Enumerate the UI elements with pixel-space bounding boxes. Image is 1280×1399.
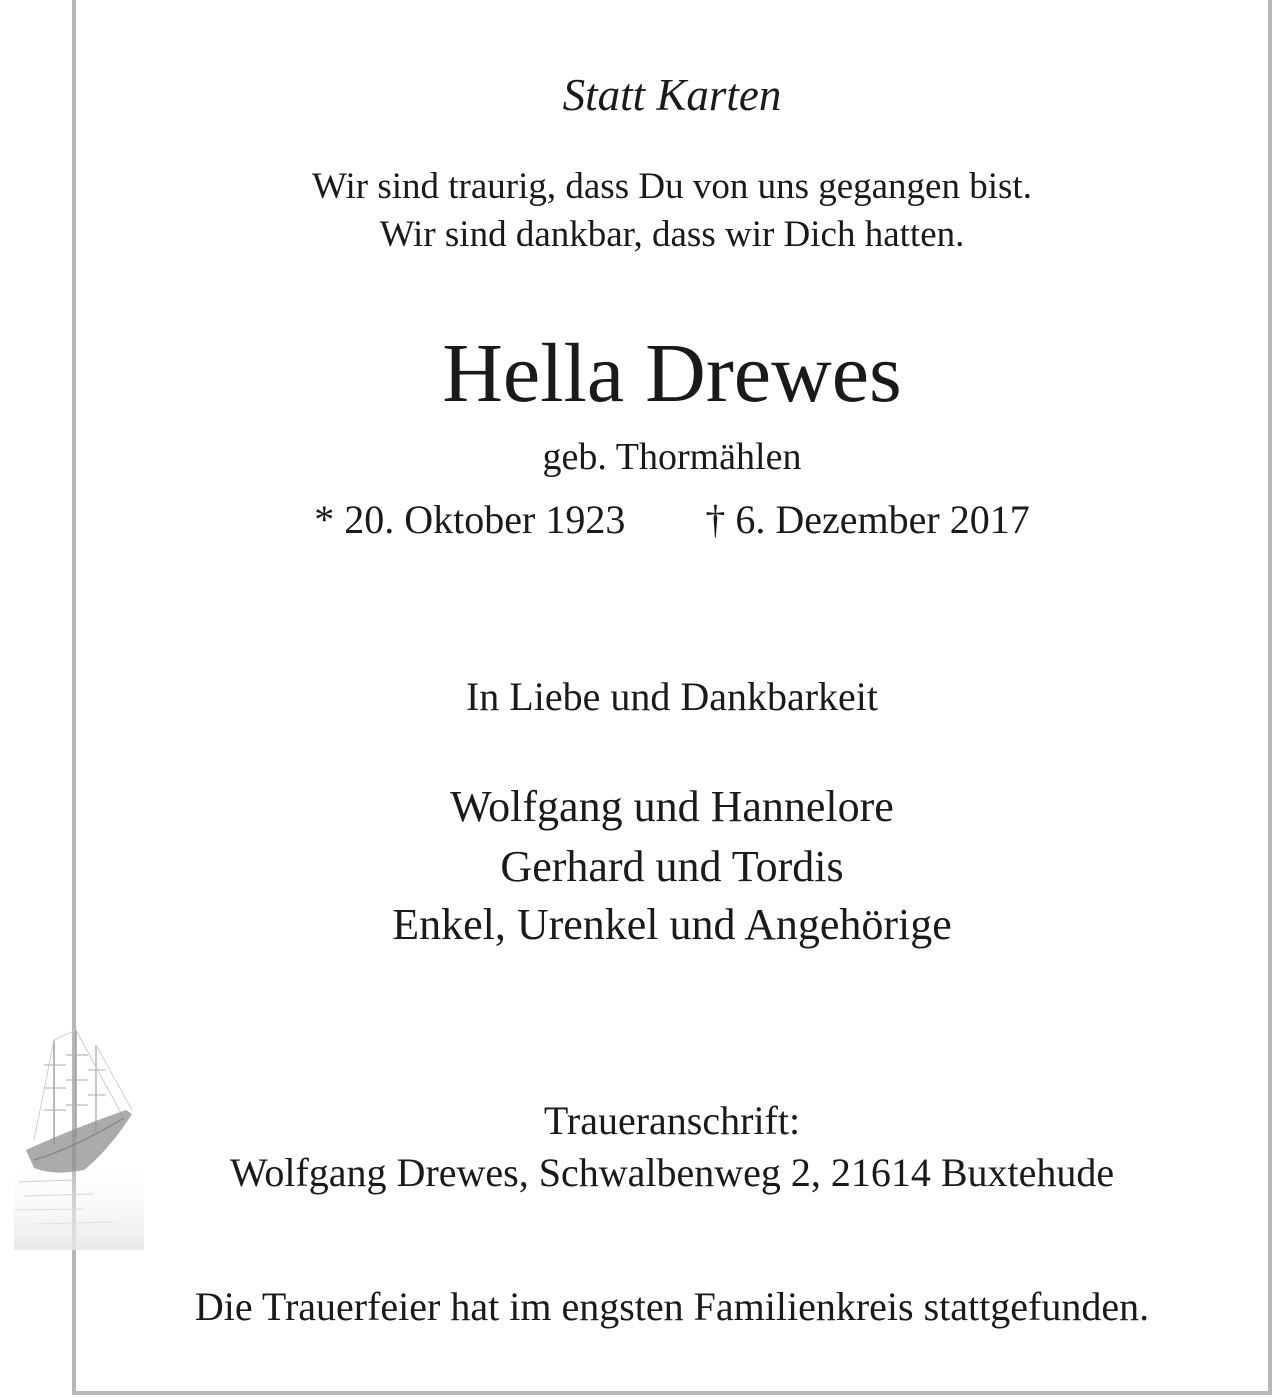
mourner-line: Wolfgang und Hannelore [450, 782, 894, 831]
maiden-name: geb. Thormählen [542, 436, 802, 478]
mourner-line: Gerhard und Tordis [500, 842, 844, 891]
motto-line-1: Wir sind traurig, dass Du von uns gegangen bist. [312, 166, 1032, 207]
motto-line-2: Wir sind dankbar, dass wir Dich hatten. [379, 214, 965, 255]
address-text: Wolfgang Drewes, Schwalbenweg 2, 21614 Buxtehude [229, 1150, 1115, 1195]
birth-date: * 20. Oktober 1923 [314, 497, 626, 542]
death-date: † 6. Dezember 2017 [705, 497, 1030, 542]
mourner-line: Enkel, Urenkel und Angehörige [392, 900, 952, 949]
mourners-intro: In Liebe und Dankbarkeit [465, 674, 879, 719]
life-dates [72, 497, 1272, 543]
funeral-notice: Die Trauerfeier hat im engsten Familienkreis stattgefunden. [194, 1284, 1150, 1329]
deceased-name: Hella Drewes [442, 327, 902, 420]
sailing-ship-icon [14, 1010, 144, 1250]
statt-karten-heading: Statt Karten [562, 70, 782, 120]
address-label: Traueranschrift: [543, 1098, 801, 1143]
